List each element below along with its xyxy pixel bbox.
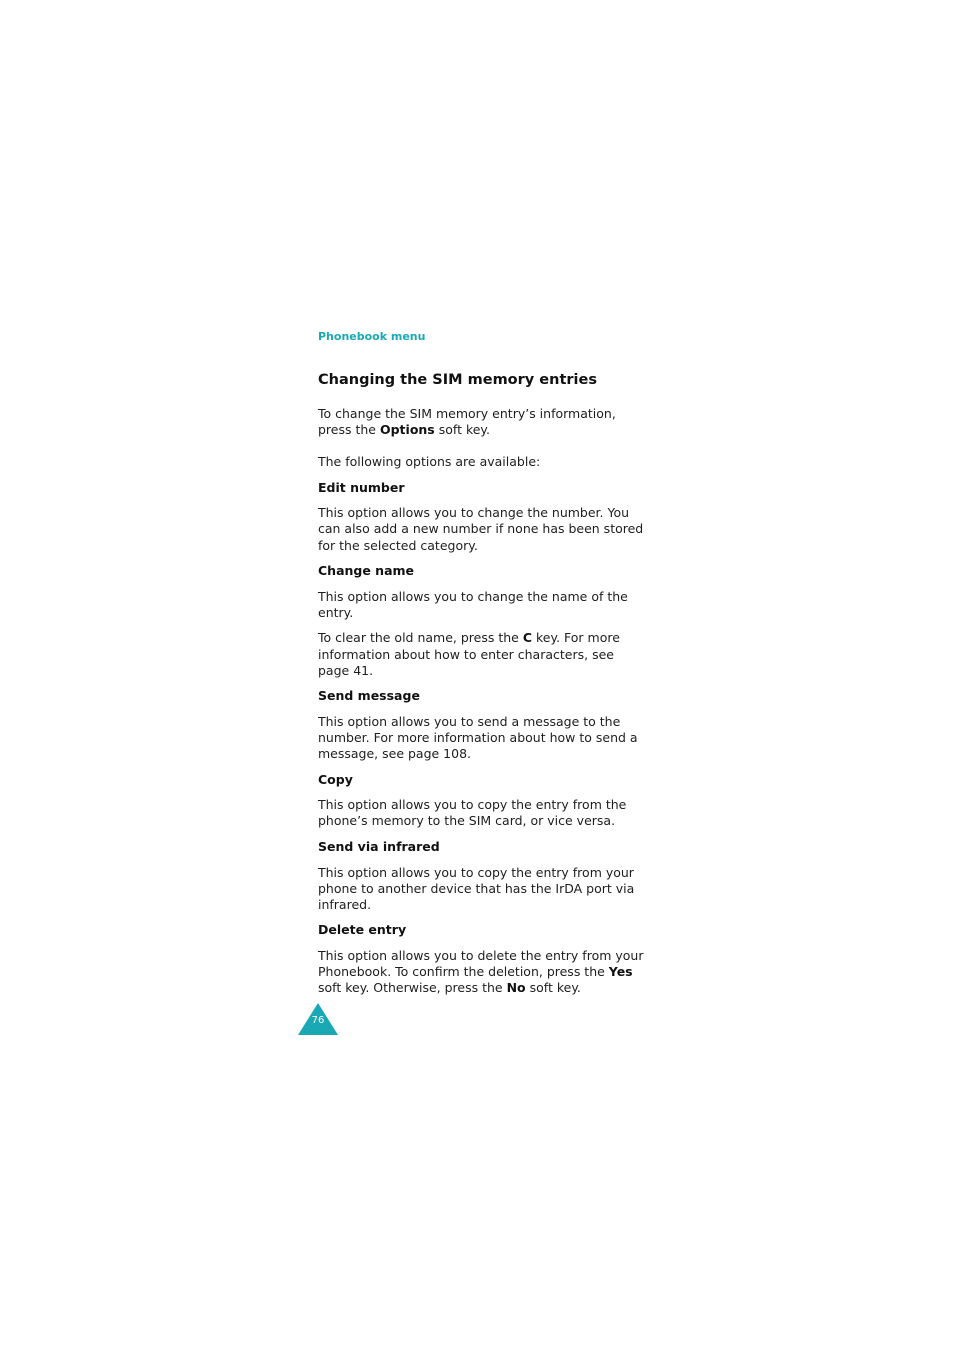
c-key-label: C <box>522 630 533 645</box>
intro-text-end: soft key. <box>434 422 491 437</box>
option-text: This option allows you to copy the entry from the <box>318 797 627 812</box>
clear-text-end: key. For more <box>532 630 620 645</box>
delete-text: Phonebook. To confirm the deletion, press the <box>318 964 609 979</box>
option-title-delete-entry: Delete entry <box>318 922 407 937</box>
intro-line-2 <box>318 422 648 438</box>
option-text: This option allows you to copy the entry from your <box>318 865 634 880</box>
option-text: This option allows you to send a message to the <box>318 714 621 729</box>
section-label: Phonebook menu <box>318 330 426 343</box>
option-text <box>318 964 648 980</box>
option-text: information about how to enter characters, see <box>318 647 614 662</box>
option-text: This option allows you to delete the entry from your <box>318 948 644 963</box>
option-text <box>318 630 648 646</box>
option-text <box>318 980 648 996</box>
option-text: phone’s memory to the SIM card, or vice versa. <box>318 813 616 828</box>
no-key-label: No <box>506 980 526 995</box>
intro-text: press the <box>318 422 380 437</box>
option-text: phone to another device that has the IrDA port via <box>318 881 635 896</box>
page-title: Changing the SIM memory entries <box>318 372 597 388</box>
option-text: for the selected category. <box>318 538 478 553</box>
option-text: infrared. <box>318 897 372 912</box>
option-title-change-name: Change name <box>318 563 415 578</box>
option-title-send-via-infrared: Send via infrared <box>318 839 440 854</box>
clear-text: To clear the old name, press the <box>318 630 523 645</box>
option-title-copy: Copy <box>318 772 353 787</box>
option-text: This option allows you to change the number. You <box>318 505 630 520</box>
delete-text: soft key. Otherwise, press the <box>318 980 507 995</box>
option-title-send-message: Send message <box>318 688 420 703</box>
option-text: entry. <box>318 605 354 620</box>
option-title-edit-number: Edit number <box>318 480 405 495</box>
option-text: can also add a new number if none has been stored <box>318 521 644 536</box>
yes-key-label: Yes <box>608 964 633 979</box>
options-intro: The following options are available: <box>318 454 541 469</box>
option-text: message, see page 108. <box>318 746 472 761</box>
delete-text-end: soft key. <box>525 980 581 995</box>
option-text: This option allows you to change the name of the <box>318 589 628 604</box>
option-text: number. For more information about how to send a <box>318 730 638 745</box>
options-key-label: Options <box>379 422 435 437</box>
page-number: 76 <box>311 1015 325 1026</box>
intro-line-1: To change the SIM memory entry’s information, <box>318 406 616 421</box>
option-text: page 41. <box>318 663 374 678</box>
